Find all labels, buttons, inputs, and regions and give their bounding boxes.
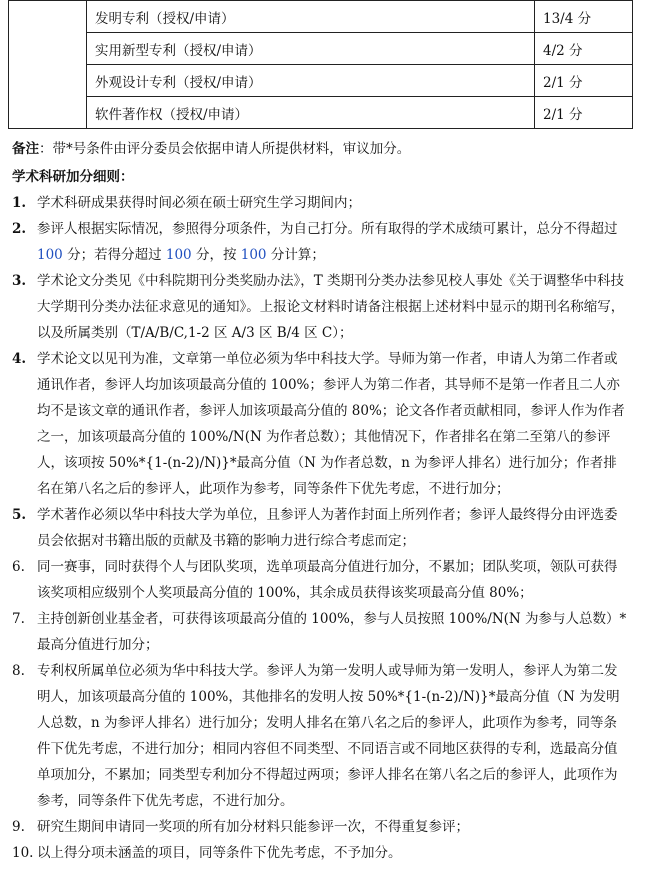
note-line — [12, 137, 410, 157]
rule-number: 5. — [12, 507, 27, 523]
rule-item — [12, 814, 628, 840]
rule-number: 4. — [12, 351, 27, 367]
rule-text: 研究生期间申请同一奖项的所有加分材料只能参评一次，不得重复参评； — [37, 819, 469, 835]
rule-number: 7. — [12, 611, 25, 627]
table-cell-item: 外观设计专利（授权/申请） — [87, 65, 535, 97]
rule-text: 以上得分项未涵盖的项目，同等条件下优先考虑，不予加分。 — [37, 845, 402, 861]
rule-text: 同一赛事，同时获得个人与团队奖项，选单项最高分值进行加分，不累加；团队奖项，领队可获得该奖项相应级别个人奖项最高分值的 100%，其余成员获得该奖项最高分值 80%； — [37, 559, 618, 601]
table-cell-item: 发明专利（授权/申请） — [87, 1, 535, 33]
table-cell-score: 4/2 分 — [535, 33, 633, 65]
score-limit-value: 100 — [165, 247, 192, 263]
rule-number: 9. — [12, 819, 25, 835]
table-row — [9, 1, 633, 33]
table-cell-score: 2/1 分 — [535, 65, 633, 97]
rule-text: 学术著作必须以华中科技大学为单位，且参评人为著作封面上所列作者；参评人最终得分由评选委员会依据对书籍出版的贡献及书籍的影响力进行综合考虑而定； — [37, 507, 618, 549]
rule-item — [12, 840, 628, 866]
table-row — [9, 65, 633, 97]
rule-number: 2. — [12, 221, 27, 237]
rule-text: 学术科研成果获得时间必须在硕士研究生学习期间内； — [37, 195, 361, 211]
rule-item — [12, 268, 628, 346]
rule-number: 8. — [12, 663, 25, 679]
rule-number: 6. — [12, 559, 25, 575]
rule-item — [12, 346, 628, 502]
rule-text: 专利权所属单位必须为华中科技大学。参评人为第一发明人或导师为第一发明人，参评人为第二发明人，加该项最高分值的 100%，其他排名的发明人按 50%*{1-(n-2)/N)}*最高分值（N 为发明人总数，n 为参评人排名）进行加分；发明人排名在第八名之后的参评人，此项作为参考，同等条件下优先考虑，不进行加分；相同内容但不同类型、不同语言或不同地区获得的专利，选最高分值单项加分，不累加；同类型专利加分不得超过两项；参评人排名在第八名之后的参评人，此项作为参考，同等条件下优先考虑，不进行加分。 — [37, 663, 620, 809]
rule-item — [12, 502, 628, 554]
table-cell-score: 13/4 分 — [535, 1, 633, 33]
score-limit-value: 100 — [37, 247, 63, 263]
score-limit-value: 100 — [240, 247, 267, 263]
note-text: ：带*号条件由评分委员会依据申请人所提供材料，审议加分。 — [39, 141, 411, 157]
note-label: 备注 — [12, 141, 39, 157]
rule-item — [12, 554, 628, 606]
rule-text: 学术论文分类见《中科院期刊分类奖励办法》，T 类期刊分类办法参见校人事处《关于调整华中科技大学期刊分类办法征求意见的通知》。上报论文材料时请备注根据上述材料中显示的期刊名称缩写，以及所属类别（T/A/B/C,1-2 区 A/3 区 B/4 区 C）； — [37, 273, 625, 341]
table-row — [9, 97, 633, 129]
rule-number: 1. — [12, 195, 27, 211]
rules-list — [12, 190, 628, 866]
rule-text: 学术论文以见刊为准，文章第一单位必须为华中科技大学。导师为第一作者，申请人为第二作者或通讯作者，参评人均加该项最高分值的 100%；参评人为第二作者，其导师不是第一作者且二人亦均不是该文章的通讯作者，参评人加该项最高分值的 80%；论文各作者贡献相同，参评人作为作者之一，加该项最高分值的 100%/N(N 为作者总数）；其他情况下，作者排名在第二至第八的参评人，该项按 50%*{1-(n-2)/N)}*最高分值（N 为作者总数，n 为参评人排名）进行加分；作者排名在第八名之后的参评人，此项作为参考，同等条件下优先考虑，不进行加分； — [37, 351, 625, 497]
table-row — [9, 33, 633, 65]
rule-item — [12, 190, 628, 216]
merged-category-cell — [9, 1, 87, 129]
score-table — [8, 0, 633, 129]
rule-text: 参评人根据实际情况，参照得分项条件，为自己打分。所有取得的学术成绩可累计，总分不得超过 100 分；若得分超过 100 分，按 100 分计算； — [37, 221, 618, 263]
table-cell-item: 实用新型专利（授权/申请） — [87, 33, 535, 65]
rule-number: 10. — [12, 845, 34, 861]
table-cell-score: 2/1 分 — [535, 97, 633, 129]
rule-item — [12, 606, 628, 658]
table-cell-item: 软件著作权（授权/申请） — [87, 97, 535, 129]
section-title: 学术科研加分细则： — [12, 169, 134, 185]
rule-text: 主持创新创业基金者，可获得该项最高分值的 100%，参与人员按照 100%/N(N 为参与人总数）*最高分值进行加分； — [37, 611, 627, 653]
rule-item — [12, 216, 628, 268]
rule-item — [12, 658, 628, 814]
rule-number: 3. — [12, 273, 27, 289]
